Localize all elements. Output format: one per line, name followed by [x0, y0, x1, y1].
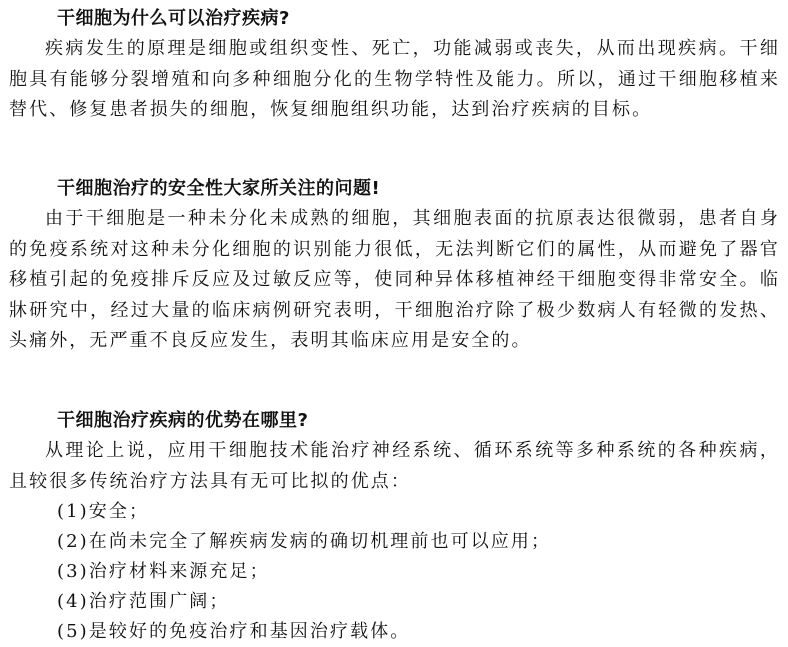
list-item: (3)治疗材料来源充足；	[57, 561, 270, 582]
section-paragraph: 疾病发生的原理是细胞或组织变性、死亡，功能减弱或丧失，从而出现疾病。干细胞具有能够分裂增殖和向多种细胞分化的生物学特性及能力。所以，通过干细胞移植来替代、修复患者损失的细胞，恢复细胞组织功能，达到治疗疾病的目标。	[9, 38, 780, 120]
section-heading: 干细胞为什么可以治疗疾病?	[57, 8, 290, 29]
section-heading: 干细胞治疗疾病的优势在哪里?	[57, 410, 309, 431]
list-item: (2)在尚未完全了解疾病发病的确切机理前也可以应用；	[57, 531, 552, 552]
section-why-stem-cells-treat-disease	[9, 4, 780, 126]
section-heading: 干细胞治疗的安全性大家所关注的问题!	[57, 178, 381, 199]
section-paragraph: 从理论上说，应用干细胞技术能治疗神经系统、循环系统等多种系统的各种疾病，且较很多传统治疗方法具有无可比拟的优点：	[9, 440, 780, 492]
list-item: (5)是较好的免疫治疗和基因治疗载体。	[57, 621, 411, 642]
list-item: (1)安全；	[57, 501, 150, 522]
list-item: (4)治疗范围广阔；	[57, 591, 230, 612]
section-paragraph: 由于干细胞是一种未分化未成熟的细胞，其细胞表面的抗原表达很微弱，患者自身的免疫系统对这种未分化细胞的识别能力很低，无法判断它们的属性，从而避免了器官移植引起的免疫排斥反应及过敏反应等，使同种异体移植神经干细胞变得非常安全。临牀研究中，经过大量的临床病例研究表明，干细胞治疗除了极少数病人有轻微的发热、头痛外，无严重不良反应发生，表明其临床应用是安全的。	[9, 208, 780, 351]
advantages-list	[9, 497, 780, 647]
section-advantages	[9, 406, 780, 647]
section-safety	[9, 174, 780, 357]
